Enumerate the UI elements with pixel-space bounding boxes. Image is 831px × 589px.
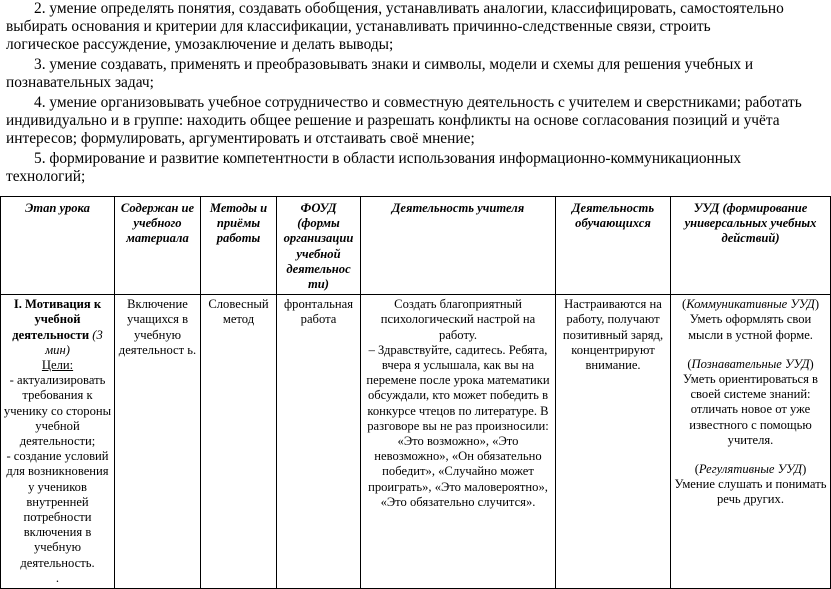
header-methods: Методы и приёмы работы	[201, 197, 277, 295]
text-line: выбирать основания и критерии для классификации, устанавливать причинно-следственные связи, строить	[6, 18, 711, 36]
text-line: 5. формирование и развитие компетентности в области использования информационно-коммуникационных	[34, 150, 742, 167]
cell-teacher: Создать благоприятный психологический настрой на работу. – Здравствуйте, садитесь. Ребята, вчера я услышала, как вы на перемене после урока математики обсуждали, кто может победить в конкурсе чтецов по литературе. В разговоре вы не раз произносили: «Это возможно», «Это невозможно», «Он обязательно победит», «Случайно может проиграть», «Это маловероятно», «Это обязательно случится».	[361, 295, 556, 589]
header-students: Деятельность обучающихся	[556, 197, 671, 295]
text-line: 2. умение определять понятия, создавать обобщения, устанавливать аналогии, классифицировать, самостоятельно	[34, 0, 784, 17]
text-line: логическое рассуждение, умозаключение и делать выводы;	[6, 36, 394, 54]
cell-students: Настраиваются на работу, получают позитивный заряд, концентрируют внимание.	[556, 295, 671, 589]
cell-foud: фронтальная работа	[277, 295, 361, 589]
cell-methods: Словесный метод	[201, 295, 277, 589]
text-line: познавательных задач;	[6, 74, 154, 92]
cell-content: Включение учащихся в учебную деятельност ь.	[115, 295, 201, 589]
lesson-table	[0, 196, 831, 589]
cell-uud	[671, 295, 831, 589]
text-line: технологий;	[6, 168, 86, 186]
stage-goals: - актуализировать требования к ученику со стороны учебной деятельности; - создание условий для возникновения у учеников внутренней потребности включения в учебную деятельность.	[3, 373, 112, 570]
header-stage: Этап урока	[1, 197, 115, 295]
header-uud: УУД (формирование универсальных учебных действий)	[671, 197, 831, 295]
stage-duration: (3 мин)	[45, 327, 103, 357]
uud-cognitive: (Познавательные УУД) Уметь ориентироваться в своей системе знаний: отличать новое от уже известного с помощью учителя.	[682, 356, 819, 447]
header-foud: ФОУД (формы организации учебной деятельнос ти)	[277, 197, 361, 295]
goals-label: Цели:	[41, 358, 74, 373]
cell-stage	[1, 295, 115, 589]
stage-title: I. Мотивация к учебной деятельности	[12, 297, 102, 342]
header-teacher: Деятельность учителя	[361, 197, 556, 295]
paragraph-3	[6, 56, 818, 92]
uud-regulatory: (Регулятивные УУД) Умение слушать и понимать речь других.	[674, 462, 827, 507]
table-row	[1, 295, 831, 589]
text-line: интересов; формулировать, аргументировать и отстаивать своё мнение;	[6, 130, 475, 148]
paragraph-2	[6, 0, 818, 55]
paragraph-4	[6, 94, 818, 149]
text-line: 3. умение создавать, применять и преобразовывать знаки и символы, модели и схемы для решения учебных и	[34, 56, 754, 73]
uud-communicative: (Коммуникативные УУД) Уметь оформлять свои мысли в устной форме.	[681, 297, 820, 342]
table-header-row	[1, 197, 831, 295]
header-content: Содержан ие учебного материала	[115, 197, 201, 295]
text-line: 4. умение организовывать учебное сотрудничество и совместную деятельность с учителем и сверстниками; работать	[34, 94, 802, 111]
paragraph-5	[6, 150, 818, 186]
stage-tail: .	[55, 570, 60, 585]
text-line: индивидуально и в группе: находить общее решение и разрешать конфликты на основе согласования позиций и учёта	[6, 112, 780, 130]
